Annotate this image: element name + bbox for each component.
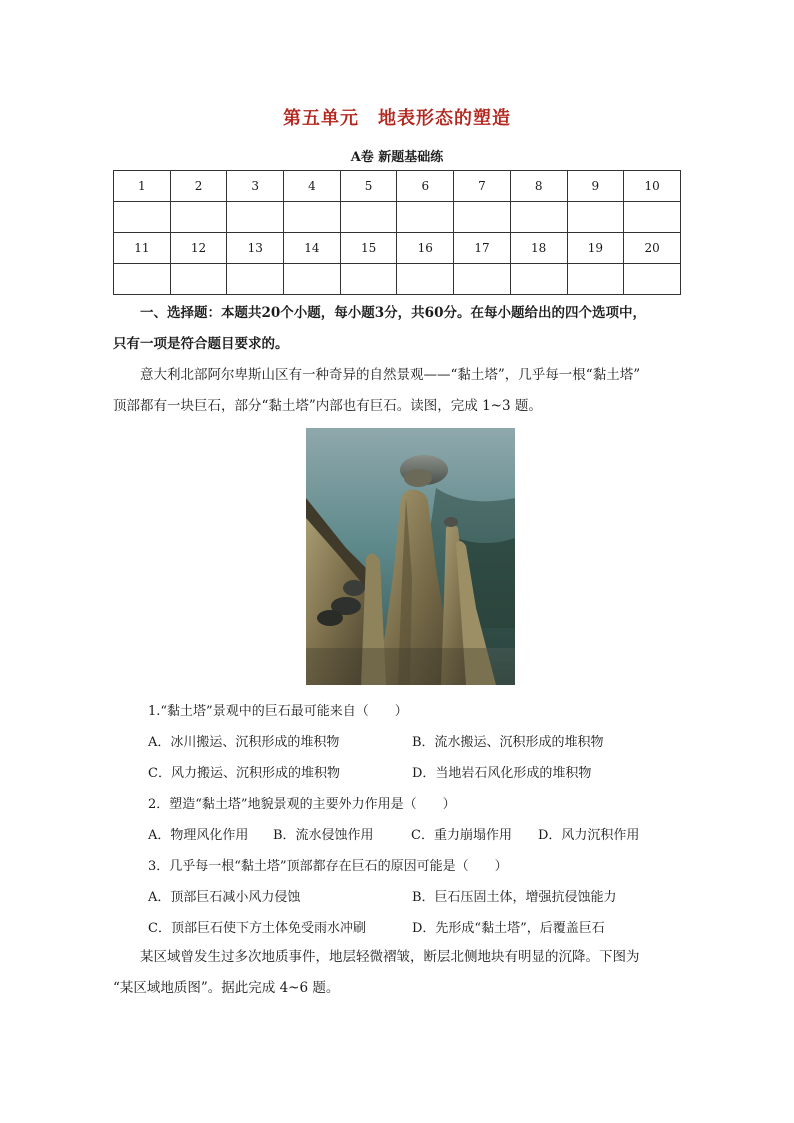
answer-cell[interactable] [114, 202, 171, 233]
instructions-line-1: 一、选择题：本题共20个小题，每小题3分，共60分。在每小题给出的四个选项中， [140, 305, 646, 321]
answer-cell[interactable] [397, 202, 454, 233]
question-number-cell: 10 [624, 171, 681, 202]
answer-cell[interactable] [567, 202, 624, 233]
question-3-option-a[interactable]: A．顶部巨石减小风力侵蚀 [148, 890, 301, 905]
question-number-cell: 9 [567, 171, 624, 202]
passage-2-line-1: 某区域曾发生过多次地质事件，地层轻微褶皱，断层北侧地块有明显的沉降。下图为 [140, 949, 640, 965]
answer-cell[interactable] [114, 264, 171, 295]
question-1-option-a[interactable]: A．冰川搬运、沉积形成的堆积物 [148, 735, 340, 750]
question-2-stem: 2．塑造“黏土塔”地貌景观的主要外力作用是（ ） [148, 797, 456, 812]
answer-cell[interactable] [454, 202, 511, 233]
question-number-cell: 3 [227, 171, 284, 202]
question-number-cell: 1 [114, 171, 171, 202]
passage-2-line-2: “某区域地质图”。据此完成 4~6 题。 [113, 980, 340, 996]
answer-cell[interactable] [227, 264, 284, 295]
question-1-option-d[interactable]: D．当地岩石风化形成的堆积物 [412, 766, 592, 781]
answer-table [113, 170, 681, 295]
question-2-option-d[interactable]: D．风力沉积作用 [538, 828, 640, 843]
question-3-option-c[interactable]: C．顶部巨石使下方土体免受雨水冲刷 [148, 921, 366, 936]
question-number-cell: 6 [397, 171, 454, 202]
page-title: 第五单元 地表形态的塑造 [283, 108, 511, 129]
question-number-cell: 4 [284, 171, 341, 202]
answer-cell[interactable] [454, 264, 511, 295]
question-number-cell: 13 [227, 233, 284, 264]
answer-cell[interactable] [340, 202, 397, 233]
question-3-option-d[interactable]: D．先形成“黏土塔”，后覆盖巨石 [412, 921, 605, 936]
question-number-cell: 18 [510, 233, 567, 264]
question-number-cell: 8 [510, 171, 567, 202]
passage-1-line-2: 顶部都有一块巨石，部分“黏土塔”内部也有巨石。读图，完成 1~3 题。 [113, 398, 542, 414]
answer-cell[interactable] [170, 202, 227, 233]
question-number-cell: 17 [454, 233, 511, 264]
answer-cell[interactable] [284, 264, 341, 295]
section-subtitle: A卷 新题基础练 [350, 150, 444, 165]
answer-blank-row [114, 202, 681, 233]
passage-1-line-1: 意大利北部阿尔卑斯山区有一种奇异的自然景观——“黏土塔”，几乎每一根“黏土塔” [140, 367, 641, 383]
instructions-line-2: 只有一项是符合题目要求的。 [113, 336, 289, 352]
question-number-cell: 16 [397, 233, 454, 264]
question-number-cell: 15 [340, 233, 397, 264]
answer-blank-row [114, 264, 681, 295]
answer-cell[interactable] [567, 264, 624, 295]
question-2-option-c[interactable]: C．重力崩塌作用 [411, 828, 512, 843]
answer-cell[interactable] [170, 264, 227, 295]
question-3-stem: 3．几乎每一根“黏土塔”顶部都存在巨石的原因可能是（ ） [148, 859, 508, 874]
question-number-cell: 5 [340, 171, 397, 202]
answer-number-row [114, 171, 681, 202]
answer-cell[interactable] [624, 264, 681, 295]
question-2-option-b[interactable]: B．流水侵蚀作用 [273, 828, 374, 843]
question-1-option-c[interactable]: C．风力搬运、沉积形成的堆积物 [148, 766, 340, 781]
question-number-cell: 2 [170, 171, 227, 202]
answer-cell[interactable] [510, 202, 567, 233]
question-2-option-a[interactable]: A．物理风化作用 [148, 828, 249, 843]
answer-number-row [114, 233, 681, 264]
question-number-cell: 19 [567, 233, 624, 264]
answer-cell[interactable] [284, 202, 341, 233]
question-number-cell: 14 [284, 233, 341, 264]
clay-tower-photo [306, 428, 515, 685]
answer-cell[interactable] [340, 264, 397, 295]
question-3-option-b[interactable]: B．巨石压固土体，增强抗侵蚀能力 [412, 890, 617, 905]
question-number-cell: 20 [624, 233, 681, 264]
question-1-option-b[interactable]: B．流水搬运、沉积形成的堆积物 [412, 735, 604, 750]
answer-cell[interactable] [510, 264, 567, 295]
question-number-cell: 7 [454, 171, 511, 202]
answer-cell[interactable] [624, 202, 681, 233]
question-1-stem: 1.“黏土塔”景观中的巨石最可能来自（ ） [148, 704, 408, 719]
question-number-cell: 12 [170, 233, 227, 264]
answer-cell[interactable] [227, 202, 284, 233]
answer-cell[interactable] [397, 264, 454, 295]
question-number-cell: 11 [114, 233, 171, 264]
